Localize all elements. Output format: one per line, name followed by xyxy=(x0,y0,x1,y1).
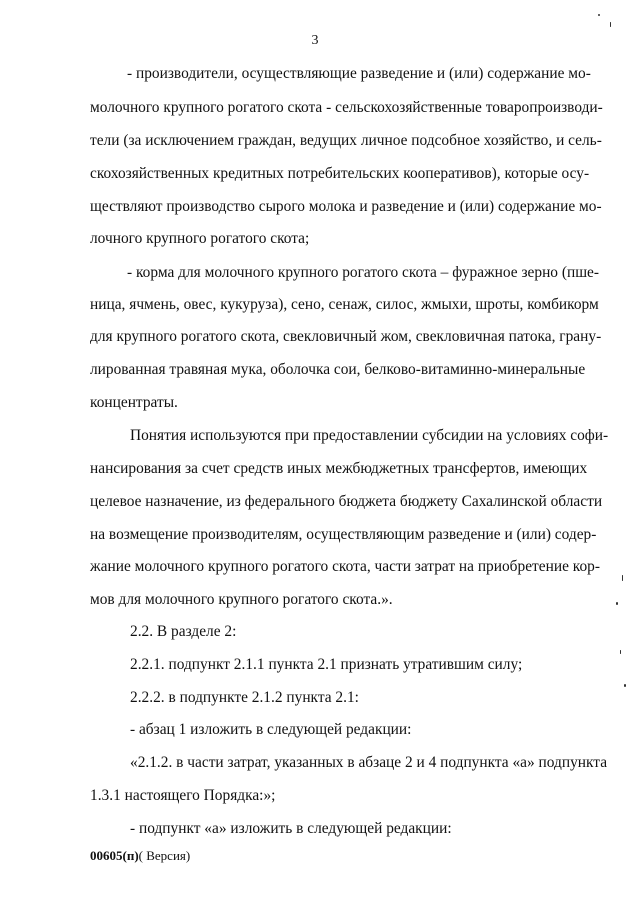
text-line: целевое назначение, из федерального бюджета бюджету Сахалинской области xyxy=(90,493,603,510)
text-line: тели (за исключением граждан, ведущих личное подсобное хозяйство, и сель- xyxy=(90,132,602,149)
text-line: ществляют производство сырого молока и разведение и (или) содержание мо- xyxy=(90,198,602,215)
text-line: концентраты. xyxy=(90,394,178,411)
text-line: лочного крупного рогатого скота; xyxy=(90,230,310,247)
text-line: мов для молочного крупного рогатого скота.». xyxy=(90,591,393,608)
scan-speck xyxy=(620,650,621,654)
text-line: «2.1.2. в части затрат, указанных в абзаце 2 и 4 подпункта «а» подпункта xyxy=(130,754,608,771)
text-line: жание молочного крупного рогатого скота, части затрат на приобретение кор- xyxy=(90,558,600,575)
text-line: для крупного рогатого скота, свекловичный жом, свекловичная патока, грану- xyxy=(90,328,602,345)
scan-speck xyxy=(616,602,618,605)
text-line: лированная травяная мука, оболочка сои, белково-витаминно-минеральные xyxy=(90,361,586,378)
page-number: 3 xyxy=(311,33,319,48)
scan-speck xyxy=(622,575,623,581)
text-line: - подпункт «а» изложить в следующей редакции: xyxy=(130,820,452,837)
scan-speck xyxy=(610,22,611,27)
text-line: 1.3.1 настоящего Порядка:»; xyxy=(90,787,276,804)
text-line: 2.2.1. подпункт 2.1.1 пункта 2.1 признать утратившим силу; xyxy=(130,656,523,673)
text-line: Понятия используются при предоставлении субсидии на условиях софи- xyxy=(130,427,609,444)
text-line: на возмещение производителям, осуществляющим разведение и (или) содер- xyxy=(90,526,597,543)
document-code: 00605(п) xyxy=(90,848,139,863)
text-line: - корма для молочного крупного рогатого скота – фуражное зерно (пше- xyxy=(127,264,600,281)
text-line: нансирования за счет средств иных межбюджетных трансфертов, имеющих xyxy=(90,460,588,477)
text-line: - абзац 1 изложить в следующей редакции: xyxy=(130,721,412,738)
scan-speck xyxy=(624,684,626,687)
text-line: молочного крупного рогатого скота - сельскохозяйственные товаропроизводи- xyxy=(90,99,603,116)
text-line: - производители, осуществляющие разведение и (или) содержание мо- xyxy=(127,65,591,82)
text-line: 2.2.2. в подпункте 2.1.2 пункта 2.1: xyxy=(130,689,359,706)
scan-speck xyxy=(598,14,600,16)
text-line: скохозяйственных кредитных потребительских кооперативов), которые осу- xyxy=(90,165,590,182)
page-footer xyxy=(90,848,190,864)
document-version: ( Версия) xyxy=(138,848,191,863)
text-line: ница, ячмень, овес, кукуруза), сено, сенаж, силос, жмыхи, шроты, комбикорм xyxy=(90,296,599,313)
text-line: 2.2. В разделе 2: xyxy=(130,623,237,640)
